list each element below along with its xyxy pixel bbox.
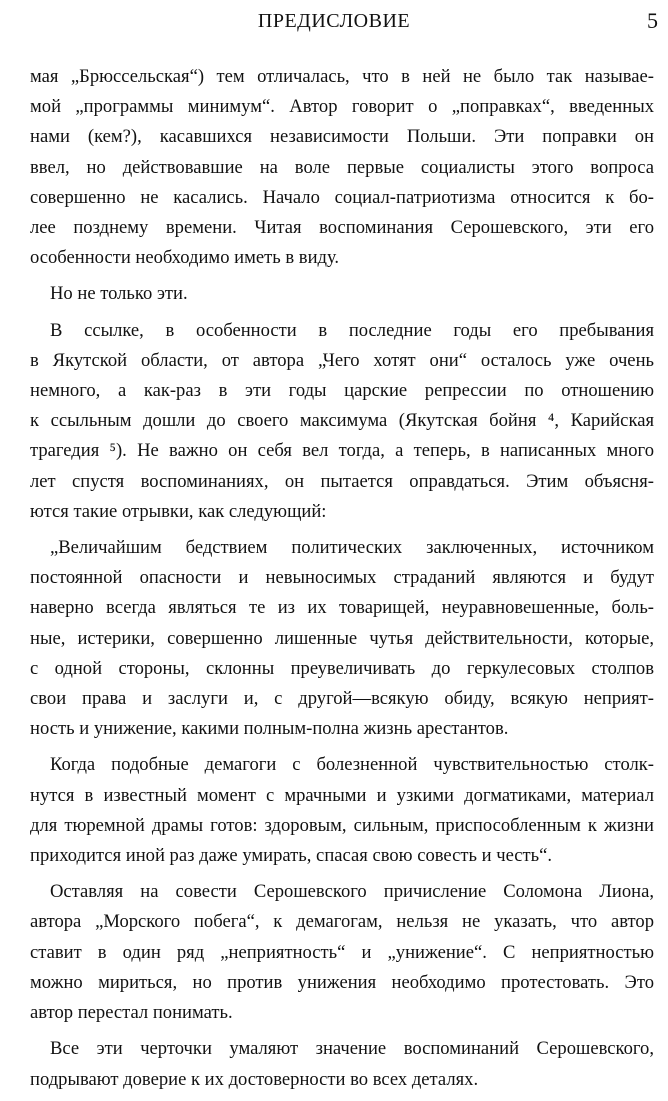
paragraph-4-quote xyxy=(30,533,654,744)
text-line: наверно всегда являться те из их товарищей, неуравновешенные, боль- xyxy=(30,597,654,619)
text-line: немного, а как-раз в эти годы царские репрессии по отношению xyxy=(30,380,654,402)
text-line: подрывают доверие к их достоверности во всех деталях. xyxy=(30,1068,479,1090)
text-line: ются такие отрывки, как следующий: xyxy=(30,500,327,522)
text-line: к ссыльным дошли до своего максимума (Якутская бойня ⁴, Карийская xyxy=(30,410,654,432)
text-line: совершенно не касались. Начало социал-патриотизма относится к бо- xyxy=(30,186,654,208)
paragraph-1 xyxy=(30,62,654,273)
text-line: можно мириться, но против унижения необходимо протестовать. Это xyxy=(30,971,654,993)
body-text xyxy=(30,62,654,1101)
text-line: приходится иной раз даже умирать, спасая свою совесть и честь“. xyxy=(30,845,553,867)
text-line: В ссылке, в особенности в последние годы его пребывания xyxy=(50,319,654,341)
text-line: свои права и заслуги и, с другой—всякую обиду, всякую неприят- xyxy=(30,688,654,710)
text-line: Но не только эти. xyxy=(50,283,188,305)
text-line: нами (кем?), касавшихся независимости Польши. Эти поправки он xyxy=(30,126,654,148)
text-line: для тюремной драмы готов: здоровым, сильным, приспособленным к жизни xyxy=(30,814,654,836)
text-line: автор перестал понимать. xyxy=(30,1002,233,1024)
text-line: ввел, но действовавшие на воле первые социалисты этого вопроса xyxy=(30,156,654,178)
text-line: мой „программы минимум“. Автор говорит о „поправках“, введенных xyxy=(30,96,654,118)
text-line: особенности необходимо иметь в виду. xyxy=(30,247,340,269)
paragraph-3 xyxy=(30,316,654,527)
text-line: с одной стороны, склонны преувеличивать до геркулесовых столпов xyxy=(30,657,654,679)
text-line: трагедия ⁵). Не важно он себя вел тогда, а теперь, в написанных много xyxy=(30,440,654,462)
text-line: „Величайшим бедствием политических заключенных, источником xyxy=(50,537,654,559)
text-line: ные, истерики, совершенно лишенные чутья действительности, которые, xyxy=(30,627,654,649)
text-line: Оставляя на совести Серошевского причисление Соломона Лиона, xyxy=(50,881,654,903)
text-line: ность и унижение, какими полным-полна жизнь арестантов. xyxy=(30,718,509,740)
paragraph-6 xyxy=(30,877,654,1028)
text-line: лет спустя воспоминаниях, он пытается оправдаться. Этим объясня- xyxy=(30,470,654,492)
text-line: лее позднему времени. Читая воспоминания Серошевского, эти его xyxy=(30,217,654,239)
text-line: нутся в известный момент с мрачными и узкими догматиками, материал xyxy=(30,784,654,806)
page-number: 5 xyxy=(647,8,658,33)
text-line: ставит в один ряд „неприятность“ и „унижение“. С неприятностью xyxy=(30,941,654,963)
running-title: ПРЕДИСЛОВИЕ xyxy=(257,10,411,32)
text-line: автора „Морского побега“, к демагогам, нельзя не указать, что автор xyxy=(30,911,654,933)
paragraph-2 xyxy=(30,279,654,309)
paragraph-7 xyxy=(30,1034,654,1094)
text-line: постоянной опасности и невыносимых страданий являются и будут xyxy=(30,567,654,589)
paragraph-5 xyxy=(30,750,654,871)
text-line: Все эти черточки умаляют значение воспоминаний Серошевского, xyxy=(50,1038,654,1060)
text-line: в Якутской области, от автора „Чего хотят они“ осталось уже очень xyxy=(30,349,654,371)
page-header xyxy=(0,6,668,34)
text-line: Когда подобные демагоги с болезненной чувствительностью столк- xyxy=(50,754,654,776)
text-line: мая „Брюссельская“) тем отличалась, что в ней не было так называе- xyxy=(30,66,654,87)
